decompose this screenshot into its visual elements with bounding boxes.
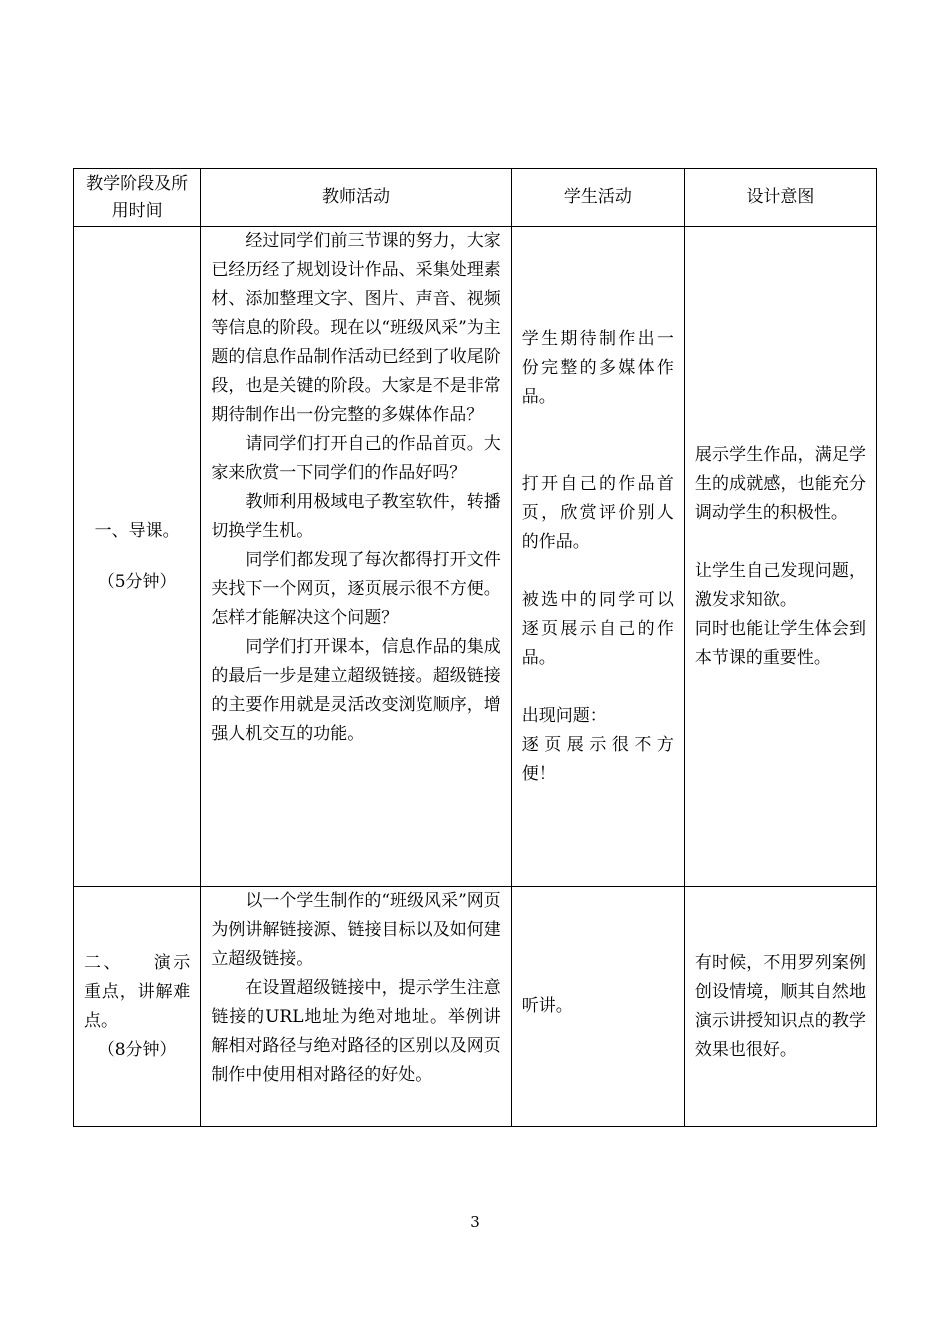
stage-title: 二、 演示重点，讲解难点。 [84,952,191,1031]
student-paragraph: 出现问题： [521,705,607,726]
table-row [74,227,877,887]
student-activity-cell [511,227,684,887]
header-student-activity: 学生活动 [511,169,684,227]
student-paragraph: 被选中的同学可以逐页展示自己的作品。 [521,589,674,668]
student-paragraph: 学生期待制作出一份完整的多媒体作品。 [521,328,674,407]
teacher-activity-cell [201,887,511,1127]
teacher-paragraph: 同学们都发现了每次都得打开文件夹找下一个网页，逐页展示很不方便。怎样才能解决这个问题？ [211,550,501,628]
design-intent-cell [684,227,876,887]
header-design-intent: 设计意图 [684,169,876,227]
stage-duration: （8分钟） [97,1039,177,1060]
student-paragraph: 听讲。 [521,996,573,1016]
student-paragraph: 逐页展示很不方便！ [521,734,674,784]
stage-cell [74,227,201,887]
table-row [74,887,877,1127]
table-header-row [74,169,877,227]
teacher-paragraph: 经过同学们前三节课的努力，大家已经历经了规划设计作品、采集处理素材、添加整理文字、图片、声音、视频等信息的阶段。现在以“班级风采”为主题的信息作品制作活动已经到了收尾阶段，也是关键的阶段。大家是不是非常期待制作出一份完整的多媒体作品？ [211,231,501,425]
teacher-paragraph: 教师利用极域电子教室软件，转播切换学生机。 [211,492,501,541]
page-number: 3 [470,1213,480,1231]
intent-paragraph: 有时候，不用罗列案例创设情境，顺其自然地演示讲授知识点的教学效果也很好。 [694,952,866,1060]
teacher-paragraph: 同学们打开课本，信息作品的集成的最后一步是建立超级链接。超级链接的主要作用就是灵活改变浏览顺序，增强人机交互的功能。 [211,637,501,744]
teacher-paragraph: 以一个学生制作的“班级风采”网页为例讲解链接源、链接目标以及如何建立超级链接。 [211,891,501,969]
teacher-activity-cell [201,227,511,887]
teacher-paragraph: 请同学们打开自己的作品首页。大家来欣赏一下同学们的作品好吗？ [211,434,501,483]
lesson-plan-table [73,168,877,1127]
header-stage: 教学阶段及所用时间 [74,169,201,227]
header-teacher-activity: 教师活动 [201,169,511,227]
intent-paragraph: 让学生自己发现问题，激发求知欲。 [694,560,866,610]
stage-cell [74,887,201,1127]
stage-duration: （5分钟） [97,571,177,592]
design-intent-cell [684,887,876,1127]
intent-paragraph: 同时也能让学生体会到本节课的重要性。 [694,618,866,668]
intent-paragraph: 展示学生作品，满足学生的成就感，也能充分调动学生的积极性。 [694,444,866,523]
student-paragraph: 打开自己的作品首页，欣赏评价别人的作品。 [521,473,674,552]
teacher-paragraph: 在设置超级链接中，提示学生注意链接的URL地址为绝对地址。举例讲解相对路径与绝对路径的区别以及网页制作中使用相对路径的好处。 [211,978,501,1085]
student-activity-cell [511,887,684,1127]
stage-title: 一、导课。 [94,520,180,541]
